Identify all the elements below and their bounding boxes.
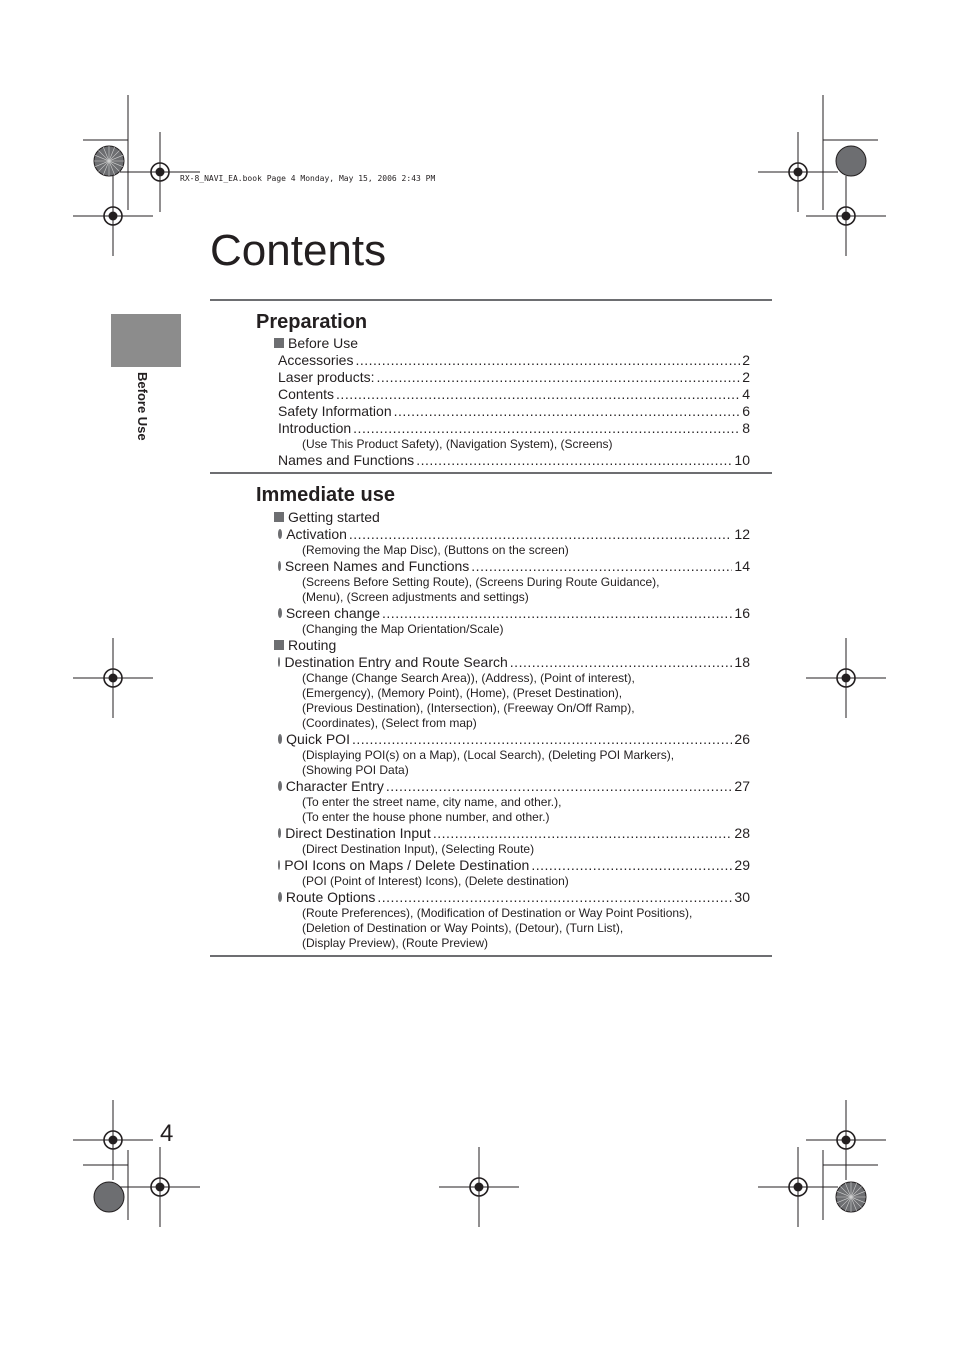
dot-leader	[471, 558, 732, 575]
toc-entry-page: 18	[734, 654, 750, 670]
dot-leader	[377, 369, 741, 386]
toc-entry-page: 26	[734, 731, 750, 747]
dot-leader	[386, 778, 733, 795]
page-number: 4	[160, 1120, 174, 1147]
toc-entry-subtopics: (To enter the house phone number, and other.)	[302, 810, 550, 824]
section-heading-immediate-use: Immediate use	[256, 484, 395, 506]
round-bullet-icon	[278, 529, 282, 539]
square-bullet-icon	[274, 640, 284, 650]
toc-entry-subtopics: (Change (Change Search Area)), (Address), (Point of interest),	[302, 671, 635, 685]
toc-entry-title: Introduction	[278, 420, 352, 436]
toc-entry[interactable]	[274, 889, 750, 906]
toc-entry[interactable]	[274, 386, 750, 403]
dot-leader	[510, 654, 733, 671]
toc-entry-page: 27	[734, 778, 750, 794]
toc-entry[interactable]	[274, 778, 750, 795]
toc-entry-subtopics: (Screens Before Setting Route), (Screens During Route Guidance),	[302, 575, 660, 589]
toc-entry-title: Activation	[286, 526, 347, 542]
toc-entry-subtopics: (Use This Product Safety), (Navigation System), (Screens)	[302, 437, 613, 451]
toc-entry[interactable]	[274, 605, 750, 622]
dot-leader	[355, 352, 740, 369]
toc-group-label: Getting started	[288, 509, 380, 525]
dot-leader	[382, 605, 732, 622]
toc-group	[274, 335, 750, 352]
square-bullet-icon	[274, 338, 284, 348]
toc-entry[interactable]	[274, 403, 750, 420]
toc-entry-title: Quick POI	[286, 731, 350, 747]
toc-entry-subtopics: (Emergency), (Memory Point), (Home), (Preset Destination),	[302, 686, 623, 700]
toc-entry-page: 16	[734, 605, 750, 621]
toc-entry-title: Laser products:	[278, 369, 375, 385]
toc-entry-title: Screen change	[285, 605, 381, 621]
toc-entry-page: 4	[742, 386, 750, 402]
dot-leader	[433, 825, 733, 842]
dot-leader	[416, 452, 732, 469]
divider	[210, 472, 772, 474]
toc-entry-page: 2	[742, 352, 750, 368]
page-title: Contents	[210, 226, 387, 275]
toc-entry[interactable]	[274, 825, 750, 842]
toc-entry-title: Character Entry	[285, 778, 384, 794]
toc-group	[274, 637, 750, 654]
toc-entry-subtopics: (Menu), (Screen adjustments and settings)	[302, 590, 529, 604]
toc-entry-title: Accessories	[278, 352, 354, 368]
dot-leader	[336, 386, 740, 403]
toc-entry-subtopics: (Changing the Map Orientation/Scale)	[302, 622, 504, 636]
round-bullet-icon	[278, 734, 282, 744]
toc-list-immediate-use	[274, 509, 750, 951]
toc-entry-subtopics: (Direct Destination Input), (Selecting Route)	[302, 842, 535, 856]
toc-entry[interactable]	[274, 558, 750, 575]
divider	[210, 955, 772, 957]
dot-leader	[352, 731, 732, 748]
toc-entry-title: POI Icons on Maps / Delete Destination	[284, 857, 530, 873]
toc-entry-title: Route Options	[285, 889, 376, 905]
toc-group-label: Before Use	[288, 335, 359, 351]
dot-leader	[394, 403, 741, 420]
round-bullet-icon	[278, 892, 282, 902]
toc-group-label: Routing	[288, 637, 337, 653]
toc-entry[interactable]	[274, 857, 750, 874]
toc-entry-page: 28	[734, 825, 750, 841]
toc-entry-page: 14	[734, 558, 750, 574]
toc-entry[interactable]	[274, 369, 750, 386]
toc-entry-subtopics: (Removing the Map Disc), (Buttons on the screen)	[302, 543, 569, 557]
toc-entry[interactable]	[274, 452, 750, 469]
round-bullet-icon	[278, 828, 281, 838]
toc-entry[interactable]	[274, 654, 750, 671]
toc-entry-title: Screen Names and Functions	[284, 558, 470, 574]
section-tab	[111, 314, 181, 367]
round-bullet-icon	[278, 657, 280, 667]
toc-entry-page: 8	[742, 420, 750, 436]
section-heading-preparation: Preparation	[256, 311, 368, 333]
toc-entry-page: 12	[734, 526, 750, 542]
toc-entry-title: Safety Information	[278, 403, 392, 419]
square-bullet-icon	[274, 512, 284, 522]
round-bullet-icon	[278, 860, 280, 870]
side-section-label: Before Use	[135, 372, 150, 441]
toc-entry[interactable]	[274, 352, 750, 369]
divider	[210, 299, 772, 301]
round-bullet-icon	[278, 608, 282, 618]
toc-entry-subtopics: (Deletion of Destination or Way Points), (Detour), (Turn List),	[302, 921, 624, 935]
round-bullet-icon	[278, 781, 282, 791]
toc-entry-subtopics: (Displaying POI(s) on a Map), (Local Search), (Deleting POI Markers),	[302, 748, 675, 762]
toc-entry-page: 29	[734, 857, 750, 873]
toc-entry-subtopics: (Display Preview), (Route Preview)	[302, 936, 489, 950]
toc-entry[interactable]	[274, 526, 750, 543]
dot-leader	[377, 889, 732, 906]
toc-entry-page: 6	[742, 403, 750, 419]
toc-entry-page: 30	[734, 889, 750, 905]
print-header: RX-8_NAVI_EA.book Page 4 Monday, May 15, 2006 2:43 PM	[180, 174, 436, 183]
toc-entry-subtopics: (Route Preferences), (Modification of Destination or Way Point Positions),	[302, 906, 693, 920]
toc-entry[interactable]	[274, 731, 750, 748]
toc-entry[interactable]	[274, 420, 750, 437]
toc-entry-title: Direct Destination Input	[285, 825, 431, 841]
toc-entry-page: 10	[734, 452, 750, 468]
dot-leader	[531, 857, 732, 874]
toc-entry-title: Destination Entry and Route Search	[284, 654, 508, 670]
toc-entry-page: 2	[742, 369, 750, 385]
toc-entry-subtopics: (Previous Destination), (Intersection), (Freeway On/Off Ramp),	[302, 701, 635, 715]
toc-entry-title: Names and Functions	[278, 452, 415, 468]
toc-entry-subtopics: (To enter the street name, city name, and other.),	[302, 795, 562, 809]
round-bullet-icon	[278, 561, 281, 571]
toc-entry-title: Contents	[278, 386, 335, 402]
toc-entry-subtopics: (POI (Point of Interest) Icons), (Delete destination)	[302, 874, 569, 888]
toc-group	[274, 509, 750, 526]
dot-leader	[349, 526, 733, 543]
toc-list-preparation	[274, 335, 750, 469]
toc-entry-subtopics: (Coordinates), (Select from map)	[302, 716, 477, 730]
toc-entry-subtopics: (Showing POI Data)	[302, 763, 409, 777]
dot-leader	[353, 420, 740, 437]
